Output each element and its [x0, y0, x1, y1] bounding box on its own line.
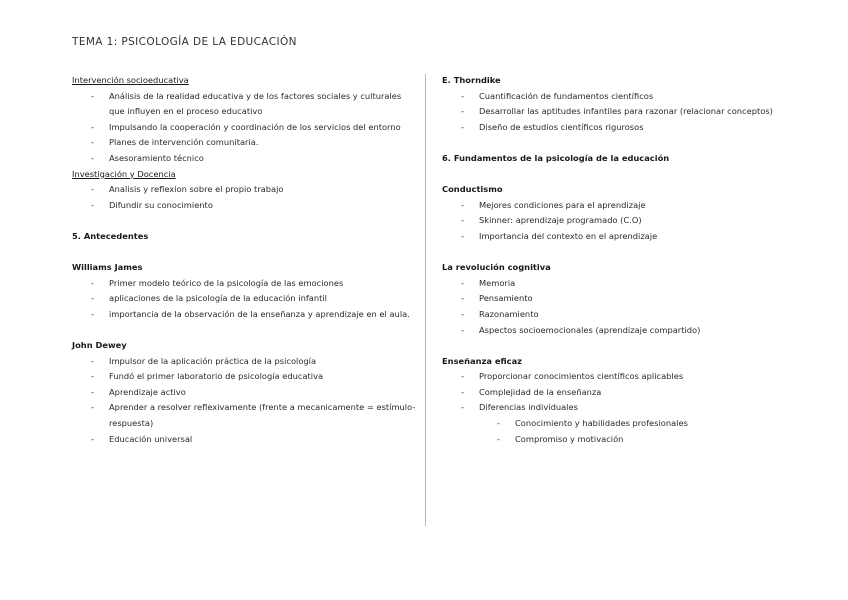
page-title: TEMA 1: PSICOLOGÍA DE LA EDUCACIÓN [72, 36, 297, 48]
list-item: - Proporcionar conocimientos científicos aplicables [442, 369, 782, 385]
list-item: - aplicaciones de la psicología de la educación infantil [72, 291, 417, 307]
list-item: - Aprendizaje activo [72, 385, 417, 401]
section-intervencion [72, 73, 417, 167]
section-cognitiva [442, 260, 782, 338]
list-item: - Desarrollar las aptitudes infantiles para razonar (relacionar conceptos) [442, 104, 782, 120]
heading-thorndike: E. Thorndike [442, 75, 501, 85]
list-item: - Fundó el primer laboratorio de psicología educativa [72, 369, 417, 385]
heading-james: Williams James [72, 262, 143, 273]
list-item: - Mejores condiciones para el aprendizaje [442, 198, 782, 214]
list-eficaz [442, 369, 782, 447]
list-item: - Skinner: aprendizaje programado (C.O) [442, 213, 782, 229]
list-item: - Importancia del contexto en el aprendizaje [442, 229, 782, 245]
list-item: - Memoria [442, 276, 782, 292]
section-james [72, 260, 417, 322]
list-item: - Analisis y reflexion sobre el propio trabajo [72, 182, 417, 198]
heading-intervencion: Intervención socioeducativa [72, 75, 189, 85]
left-column [72, 73, 417, 447]
heading-dewey: John Dewey [72, 340, 127, 351]
list-item: - Complejidad de la enseñanza [442, 385, 782, 401]
section-conductismo [442, 182, 782, 244]
heading-cognitiva: La revolución cognitiva [442, 262, 551, 273]
list-item: - Difundir su conocimiento [72, 198, 417, 214]
section-thorndike [442, 73, 782, 135]
list-investigacion [72, 182, 417, 213]
list-item: - Aspectos socioemocionales (aprendizaje compartido) [442, 323, 782, 339]
section-investigacion [72, 167, 417, 214]
heading-fundamentos: 6. Fundamentos de la psicología de la educación [442, 152, 670, 163]
list-item: - Planes de intervención comunitaria. [72, 135, 417, 151]
heading-conductismo: Conductismo [442, 184, 503, 195]
list-item: - Razonamiento [442, 307, 782, 323]
sub-list-item: - Conocimiento y habilidades profesionales [442, 416, 782, 432]
sub-list-item: - Compromiso y motivación [442, 432, 782, 448]
heading-investigacion: Investigación y Docencia [72, 168, 176, 179]
list-cognitiva [442, 276, 782, 338]
list-conductismo [442, 198, 782, 245]
list-intervencion [72, 89, 417, 167]
list-item: - Asesoramiento técnico [72, 151, 417, 167]
list-item: - Pensamiento [442, 291, 782, 307]
list-item: - Aprender a resolver reflexivamente (frente a mecanicamente = estímulo-respuesta) [72, 400, 417, 431]
column-divider [425, 74, 426, 526]
list-item: - Primer modelo teórico de la psicología de las emociones [72, 276, 417, 292]
list-item: - Cuantificación de fundamentos científicos [442, 89, 782, 105]
section-eficaz [442, 354, 782, 448]
right-column [442, 73, 782, 447]
list-item: - importancia de la observación de la enseñanza y aprendizaje en el aula. [72, 307, 417, 323]
list-item: - Diseño de estudios científicos rigurosos [442, 120, 782, 136]
list-james [72, 276, 417, 323]
list-dewey [72, 354, 417, 448]
list-item: - Análisis de la realidad educativa y de los factores sociales y culturales que influyen en el proceso educativo [72, 89, 417, 120]
heading-eficaz: Enseñanza eficaz [442, 355, 522, 366]
list-thorndike [442, 89, 782, 136]
list-item: - Impulsando la cooperación y coordinación de los servicios del entorno [72, 120, 417, 136]
list-item: - Impulsor de la aplicación práctica de la psicología [72, 354, 417, 370]
section-dewey [72, 338, 417, 447]
heading-antecedentes: 5. Antecedentes [72, 230, 149, 241]
list-item: - Educación universal [72, 432, 417, 448]
list-item: - Diferencias individuales [442, 400, 782, 416]
